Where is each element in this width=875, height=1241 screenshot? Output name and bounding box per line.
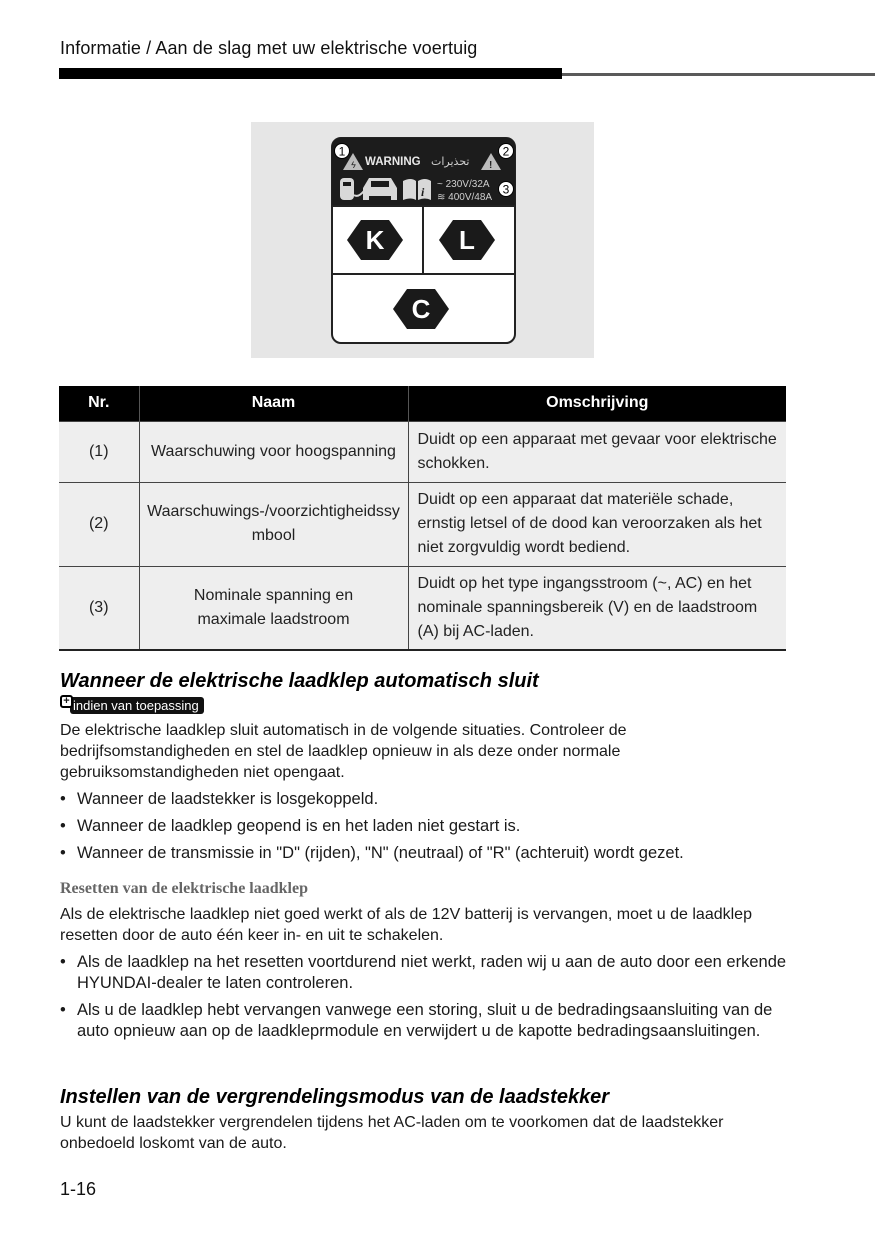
cell-naam: Waarschuwing voor hoogspanning <box>139 421 408 482</box>
warning-arabic-text: تحذيرات <box>431 155 470 168</box>
table-row <box>59 421 786 482</box>
column-header-omschrijving: Omschrijving <box>408 386 786 421</box>
list-item: • Wanneer de laadklep geopend is en het laden niet gestart is. <box>60 816 790 837</box>
list-item: • Als de laadklep na het resetten voortdurend niet werkt, raden wij u aan de auto door een erkende HYUNDAI-dealer te laten controleren. <box>60 952 790 994</box>
charging-label-illustration <box>331 137 516 345</box>
list-item: • Wanneer de laadstekker is losgekoppeld. <box>60 789 790 810</box>
plus-icon: + <box>60 695 73 708</box>
cell-nr: (2) <box>59 482 139 566</box>
svg-text:L: L <box>459 225 475 255</box>
table-row <box>59 482 786 566</box>
rating-3ph-text: ≋ 400V/48A <box>437 192 493 203</box>
cell-omschrijving: Duidt op een apparaat dat materiële schade, ernstig letsel of de dood kan veroorzaken als het niet zorgvuldig wordt bediend. <box>408 482 786 566</box>
svg-text:i: i <box>421 185 425 199</box>
section-title-auto-close: Wanneer de elektrische laadklep automatisch sluit <box>60 670 539 692</box>
svg-text:!: ! <box>489 160 493 171</box>
column-header-nr: Nr. <box>59 386 139 421</box>
cell-nr: (3) <box>59 566 139 650</box>
charger-icon <box>340 178 354 200</box>
section-reset <box>60 880 790 1042</box>
header-divider-thin <box>562 73 875 76</box>
cell-omschrijving: Duidt op het type ingangsstroom (~, AC) en het nominale spanningsbereik (V) en de laadstroom (A) bij AC-laden. <box>408 566 786 650</box>
section-intro-reset: Als de elektrische laadklep niet goed werkt of als de 12V batterij is vervangen, moet u de laadklep resetten door de auto één keer in- en uit te schakelen. <box>60 906 752 944</box>
cell-naam: Nominale spanning en maximale laadstroom <box>139 566 408 650</box>
section-lock-mode <box>60 1086 790 1154</box>
table-row <box>59 566 786 650</box>
table-header-row <box>59 386 786 421</box>
applicability-badge <box>60 697 204 714</box>
list-item: • Wanneer de transmissie in "D" (rijden), "N" (neutraal) of "R" (achteruit) wordt gezet. <box>60 843 790 864</box>
list-item: • Als u de laadklep hebt vervangen vanwege een storing, sluit u de bedradingsaansluiting van de auto opnieuw aan op de laadkleprmodule en verwijdert u de kapotte bedradingsaansluitingen. <box>60 1000 790 1042</box>
svg-text:ϟ: ϟ <box>351 160 356 170</box>
svg-text:2: 2 <box>502 144 510 159</box>
section-intro-lock-mode: U kunt de laadstekker vergrendelen tijdens het AC-laden om te voorkomen dat de laadstekker onbedoeld loskomt van de auto. <box>60 1114 724 1152</box>
callout-2 <box>499 144 514 159</box>
header-title: Informatie / Aan de slag met uw elektrische voertuig <box>60 38 478 58</box>
auto-close-list <box>60 789 790 864</box>
column-header-naam: Naam <box>139 386 408 421</box>
section-title-lock-mode: Instellen van de vergrendelingsmodus van de laadstekker <box>60 1086 610 1108</box>
page-number: 1-16 <box>60 1179 97 1199</box>
rating-ac-text: ~ 230V/32A <box>437 179 490 190</box>
callout-1 <box>335 144 350 159</box>
section-auto-close <box>60 670 790 864</box>
svg-text:3: 3 <box>502 182 510 197</box>
badge-label: indien van toepassing <box>70 697 204 714</box>
header-divider-thick <box>59 68 562 79</box>
reset-list <box>60 952 790 1042</box>
svg-text:K: K <box>365 225 385 255</box>
warning-text: WARNING <box>365 156 421 168</box>
charging-port-label-figure <box>251 122 594 358</box>
section-title-reset: Resetten van de elektrische laadklep <box>60 880 308 897</box>
cell-omschrijving: Duidt op een apparaat met gevaar voor elektrische schokken. <box>408 421 786 482</box>
cell-naam: Waarschuwings-/voorzichtigheidssymbool <box>139 482 408 566</box>
svg-text:C: C <box>411 294 431 324</box>
cell-nr: (1) <box>59 421 139 482</box>
section-intro-auto-close: De elektrische laadklep sluit automatisch in de volgende situaties. Controleer de bedrijfsomstandigheden en stel de laadklep opnieuw in als deze onder normale gebruiksomstandigheden niet opengaat. <box>60 722 627 781</box>
callout-3 <box>499 182 514 197</box>
symbol-table <box>59 386 786 651</box>
svg-text:1: 1 <box>338 144 346 159</box>
